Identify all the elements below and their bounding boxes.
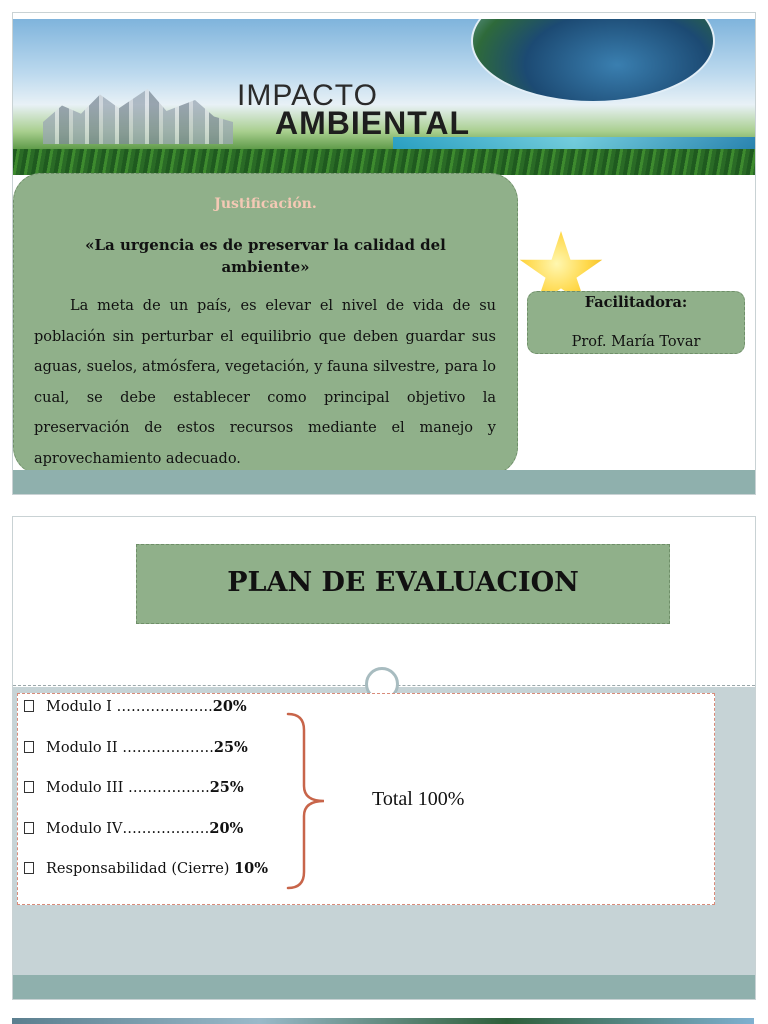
item-value: 20% [212,698,247,715]
slide-bottom-bar [13,975,755,999]
item-label: Responsabilidad (Cierre) [46,861,230,877]
item-label: Modulo II ………………. [46,740,214,756]
bullet-icon [24,700,34,712]
item-value: 25% [213,739,248,756]
list-item [24,779,244,796]
item-label: Modulo IV……………… [46,821,210,837]
facilitator-label: Facilitadora: [584,294,688,311]
plan-title: PLAN DE EVALUACION [227,567,579,598]
item-value: 10% [234,860,269,877]
banner-title-line1: IMPACTO [237,79,378,112]
item-label: Modulo I ……………….. [46,699,213,715]
facilitator-box [527,291,745,354]
list-item [24,820,243,837]
banner-title-line2: AMBIENTAL [275,105,471,141]
slide-bottom-bar [13,470,755,494]
item-value: 20% [209,820,244,837]
bullet-icon [24,781,34,793]
total-label: Total 100% [372,788,465,810]
evaluation-list-box [17,693,715,905]
item-value: 25% [209,779,244,796]
plan-title-box [136,544,670,624]
slide-2 [12,516,756,1000]
grass-graphic [13,149,755,175]
curly-brace-icon [286,712,330,890]
item-label: Modulo III …………….. [46,780,210,796]
list-item [24,739,248,756]
earth-globe-graphic [471,19,715,103]
list-item [24,698,247,715]
justification-box [13,173,518,475]
slide-3-banner-partial [12,1018,754,1024]
banner-image [13,19,755,175]
justification-title: Justificación. [214,196,317,212]
facilitator-name: Prof. María Tovar [571,334,701,350]
justification-quote: «La urgencia es de preservar la calidad del ambiente» [85,236,446,276]
list-item [24,860,268,877]
bullet-icon [24,741,34,753]
slide-1 [12,12,756,495]
bullet-icon [24,862,34,874]
justification-body: La meta de un país, es elevar el nivel de vida de su población sin perturbar el equilibrio que deben guardar sus aguas, suelos, atmósfera, vegetación, y fauna silvestre, para lo cual, se debe establecer como principal objetivo la preservación de estos recursos mediante el manejo y aprovechamiento adecuado. [34,298,496,467]
city-skyline-graphic [43,89,233,144]
bullet-icon [24,822,34,834]
